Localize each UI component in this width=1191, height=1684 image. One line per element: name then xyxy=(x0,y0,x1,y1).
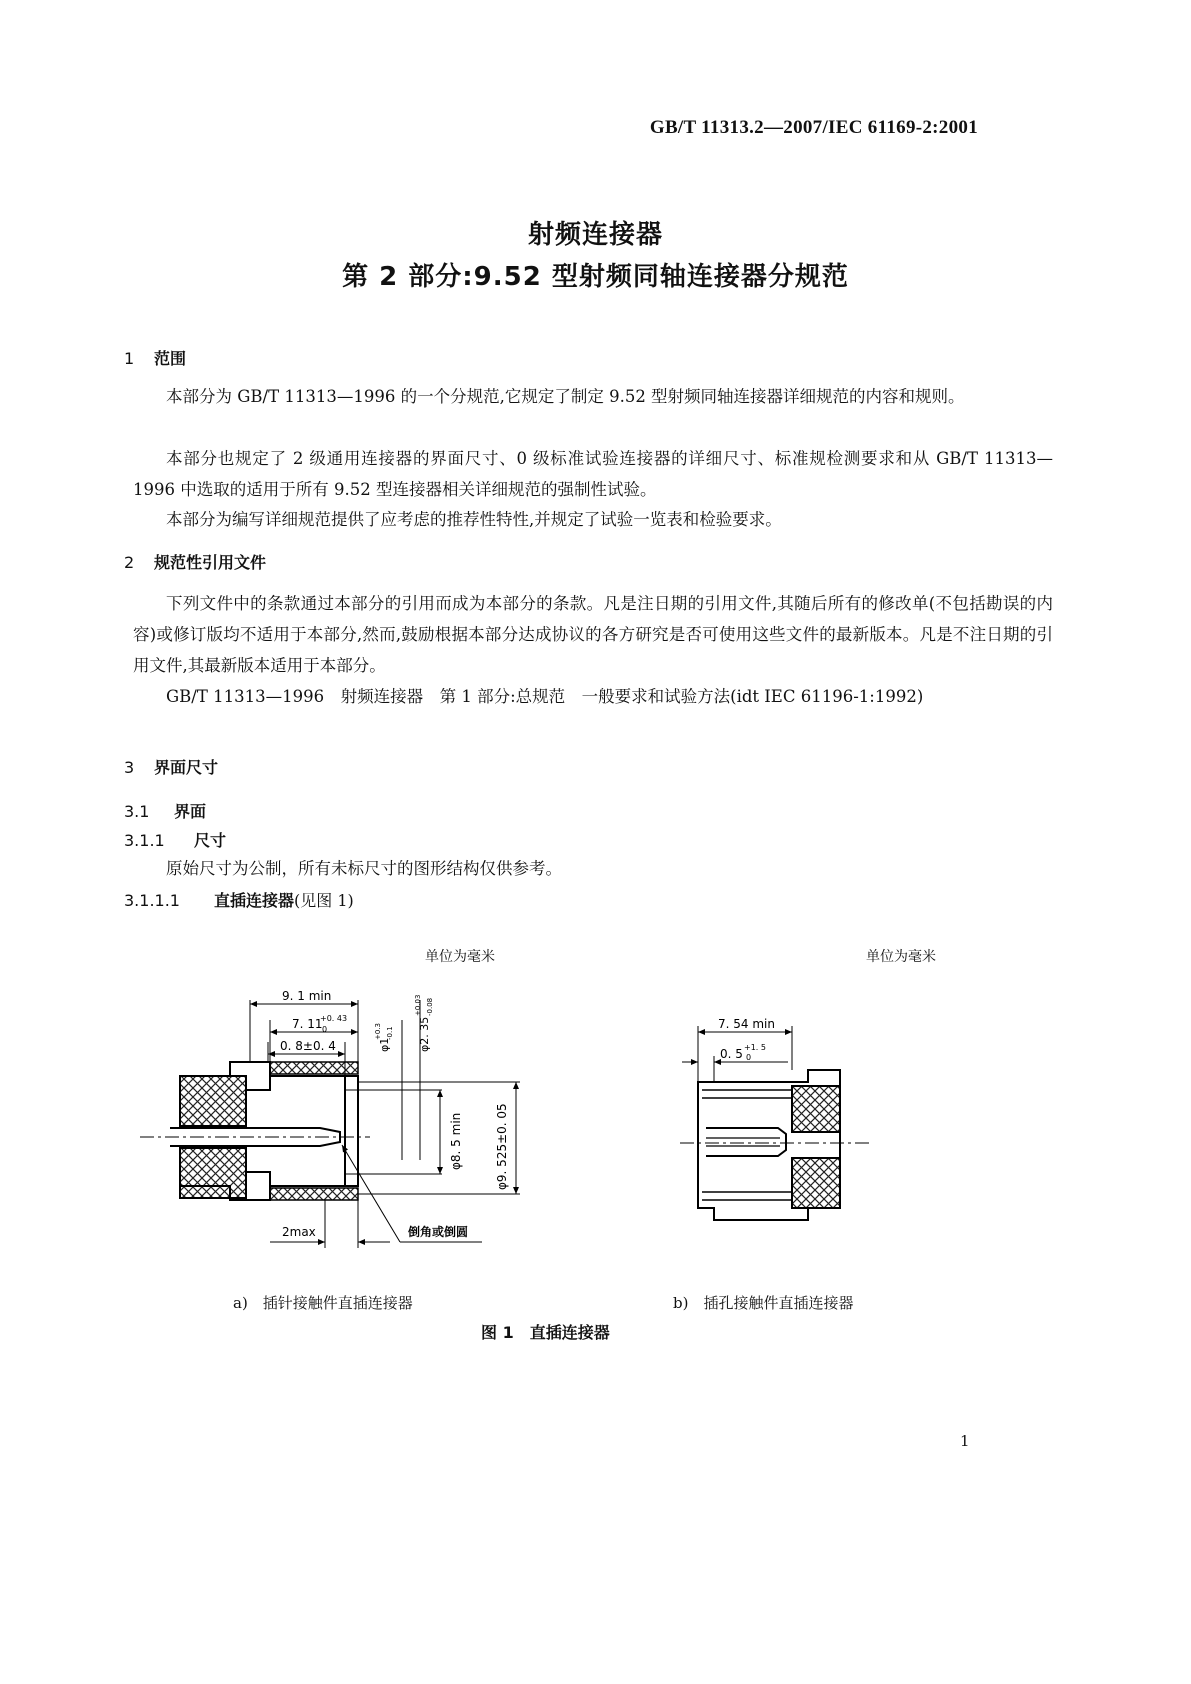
caption-b: b) 插孔接触件直插连接器 xyxy=(673,1294,854,1312)
section-title: 界面 xyxy=(174,802,207,821)
section-number: 3 xyxy=(124,758,135,777)
dim-7-11: 7. 11 xyxy=(292,1017,323,1031)
dim-0-5: 0. 5 xyxy=(720,1047,743,1061)
section-number: 3.1.1.1 xyxy=(124,891,180,910)
section-1-para-1: 本部分为 GB/T 11313—1996 的一个分规范,它规定了制定 9.52 型射频同轴连接器详细规范的内容和规则。 xyxy=(166,387,965,406)
section-3-heading xyxy=(124,755,218,778)
dim-0-5-tol-upper: +1. 5 xyxy=(744,1043,766,1052)
section-number: 2 xyxy=(124,553,135,572)
section-1-para-3: 本部分为编写详细规范提供了应考虑的推荐性特性,并规定了试验一览表和检验要求。 xyxy=(166,510,782,529)
dim-phi-2-35-tol-lower: -0.08 xyxy=(426,997,434,1016)
unit-label-b: 单位为毫米 xyxy=(866,949,936,965)
section-2-para-1: 下列文件中的条款通过本部分的引用而成为本部分的条款。凡是注日期的引用文件,其随后所有的修改单(不包括勘误的内容)或修订版均不适用于本部分,然而,鼓励根据本部分达成协议的各方研究是否可使用这些文件的最新版本。凡是不注日期的引用文件,其最新版本适用于本部分。 xyxy=(133,594,1053,675)
section-3-1-1-1-heading xyxy=(124,888,354,911)
dim-phi-8-5-min: φ8. 5 min xyxy=(449,1112,463,1170)
section-1-para-2: 本部分也规定了 2 级通用连接器的界面尺寸、0 级标准试验连接器的详细尺寸、标准规检测要求和从 GB/T 11313—1996 中选取的适用于所有 9.52 型连接器相关详细规范的强制性试验。 xyxy=(133,449,1053,499)
figure-1b-socket-connector-drawing xyxy=(680,1010,880,1230)
dim-phi-9-525: φ9. 525±0. 05 xyxy=(495,1103,509,1190)
section-3-1-1-heading xyxy=(124,828,226,851)
socket-contact xyxy=(706,1128,786,1156)
section-3-1-1-para: 原始尺寸为公制，所有未标尺寸的图形结构仅供参考。 xyxy=(166,859,562,878)
section-title: 界面尺寸 xyxy=(154,758,219,777)
section-title: 直插连接器 xyxy=(214,891,295,910)
dim-0-8: 0. 8±0. 4 xyxy=(280,1039,336,1053)
page-number: 1 xyxy=(960,1432,970,1450)
section-title: 规范性引用文件 xyxy=(154,553,267,572)
section-number: 3.1 xyxy=(124,802,150,821)
socket-dielectric-upper xyxy=(792,1086,840,1132)
socket-dielectric-lower xyxy=(792,1158,840,1208)
standard-code: GB/T 11313.2—2007/IEC 61169-2:2001 xyxy=(649,117,978,138)
chamfer-note: 倒角或倒圆 xyxy=(408,1225,469,1239)
dim-2max: 2max xyxy=(282,1225,316,1239)
section-title: 范围 xyxy=(154,349,187,368)
unit-label-a: 单位为毫米 xyxy=(425,949,495,965)
dielectric-upper xyxy=(180,1076,246,1126)
section-title: 尺寸 xyxy=(194,831,227,850)
section-number: 3.1.1 xyxy=(124,831,165,850)
dielectric-lower xyxy=(180,1148,246,1198)
dim-7-11-tol-upper: +0. 43 xyxy=(320,1014,348,1023)
section-2-heading xyxy=(124,550,266,573)
figure-caption: 图 1 直插连接器 xyxy=(481,1323,610,1342)
dim-phi-1-tol-lower: -0.1 xyxy=(386,1026,394,1040)
section-1-heading xyxy=(124,346,186,369)
dim-9-1-min: 9. 1 min xyxy=(282,989,332,1003)
figure-1a-pin-connector-drawing xyxy=(130,980,550,1260)
dim-phi-2-35: φ2. 35 xyxy=(418,1016,431,1052)
title-line-1: 射频连接器 xyxy=(527,220,663,250)
section-number: 1 xyxy=(124,349,135,368)
section-2-reference: GB/T 11313—1996 射频连接器 第 1 部分:总规范 一般要求和试验方法(idt IEC 61196-1:1992) xyxy=(166,687,924,706)
dim-7-11-tol-lower: 0 xyxy=(322,1025,328,1034)
dim-phi-1: φ1 xyxy=(378,1037,391,1052)
dim-7-54-min: 7. 54 min xyxy=(718,1017,775,1031)
section-3-1-heading xyxy=(124,799,206,822)
section-suffix: (见图 1) xyxy=(294,891,354,910)
title-line-2: 第 2 部分:9.52 型射频同轴连接器分规范 xyxy=(342,262,849,292)
dim-phi-2-35-tol-upper: +0.03 xyxy=(414,994,422,1016)
caption-a: a) 插针接触件直插连接器 xyxy=(233,1294,413,1312)
dim-phi-1-tol-upper: +0.3 xyxy=(374,1023,382,1040)
dim-0-5-tol-lower: 0 xyxy=(746,1053,752,1062)
